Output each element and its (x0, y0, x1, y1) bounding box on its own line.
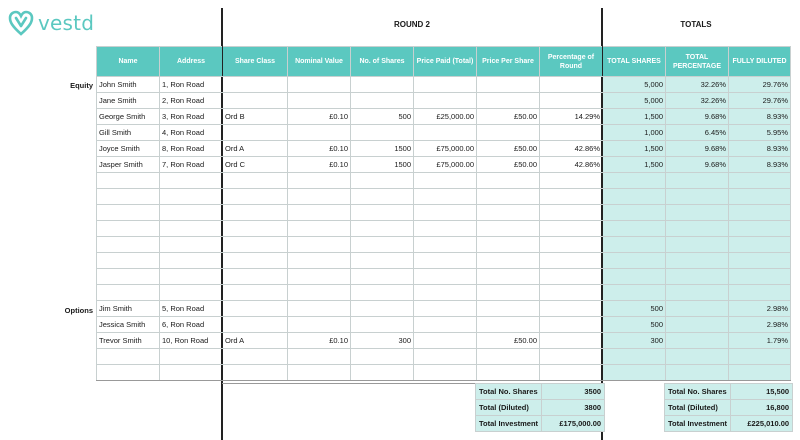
total-percentage-cell[interactable] (666, 365, 729, 381)
percentage-of-round-cell[interactable] (540, 269, 603, 285)
price-per-share-cell[interactable] (477, 189, 540, 205)
summary-value: 3800 (542, 400, 605, 416)
nominal-value-cell[interactable] (288, 285, 351, 301)
share-class-cell[interactable] (223, 205, 288, 221)
address-cell[interactable]: 1, Ron Road (160, 77, 223, 93)
price-paid-cell[interactable] (414, 77, 477, 93)
vestd-logo (8, 10, 94, 36)
cap-table (96, 46, 791, 381)
share-class-cell[interactable] (223, 125, 288, 141)
total-shares-cell[interactable] (603, 253, 666, 269)
total-percentage-cell[interactable] (666, 173, 729, 189)
nominal-value-cell[interactable] (288, 205, 351, 221)
fully-diluted-cell[interactable]: 8.93% (729, 157, 791, 173)
price-paid-cell[interactable] (414, 301, 477, 317)
table-row (97, 93, 791, 109)
percentage-of-round-cell[interactable] (540, 333, 603, 349)
empty-row (97, 269, 791, 285)
address-cell[interactable]: 4, Ron Road (160, 125, 223, 141)
total-shares-cell[interactable]: 1,000 (603, 125, 666, 141)
col-header-nominal-value[interactable]: Nominal Value (288, 47, 351, 77)
price-per-share-cell[interactable] (477, 125, 540, 141)
price-paid-cell[interactable] (414, 317, 477, 333)
total-percentage-cell[interactable]: 9.68% (666, 109, 729, 125)
price-per-share-cell[interactable] (477, 221, 540, 237)
nominal-value-cell[interactable] (288, 365, 351, 381)
name-cell[interactable]: John Smith (97, 77, 160, 93)
name-cell[interactable]: Gill Smith (97, 125, 160, 141)
nominal-value-cell[interactable]: £0.10 (288, 141, 351, 157)
share-class-cell[interactable] (223, 285, 288, 301)
fully-diluted-cell[interactable]: 2.98% (729, 317, 791, 333)
address-cell[interactable]: 10, Ron Road (160, 333, 223, 349)
percentage-of-round-cell[interactable] (540, 253, 603, 269)
price-per-share-cell[interactable] (477, 317, 540, 333)
total-shares-cell[interactable] (603, 205, 666, 221)
col-header-price-per-share[interactable]: Price Per Share (477, 47, 540, 77)
no-of-shares-cell[interactable]: 500 (351, 109, 414, 125)
price-per-share-cell[interactable]: £50.00 (477, 333, 540, 349)
no-of-shares-cell[interactable] (351, 237, 414, 253)
nominal-value-cell[interactable]: £0.10 (288, 109, 351, 125)
table-row (97, 125, 791, 141)
table-row (97, 141, 791, 157)
share-class-cell[interactable]: Ord B (223, 109, 288, 125)
percentage-of-round-cell[interactable] (540, 173, 603, 189)
price-paid-cell[interactable]: £75,000.00 (414, 157, 477, 173)
summary-row (665, 416, 793, 432)
price-paid-cell[interactable] (414, 237, 477, 253)
total-shares-cell[interactable] (603, 285, 666, 301)
share-class-cell[interactable] (223, 237, 288, 253)
total-percentage-cell[interactable] (666, 205, 729, 221)
address-cell[interactable]: 6, Ron Road (160, 317, 223, 333)
share-class-cell[interactable] (223, 253, 288, 269)
no-of-shares-cell[interactable] (351, 93, 414, 109)
table-row (97, 317, 791, 333)
no-of-shares-cell[interactable]: 1500 (351, 157, 414, 173)
col-header-share-class[interactable]: Share Class (223, 47, 288, 77)
total-percentage-cell[interactable] (666, 237, 729, 253)
price-paid-cell[interactable] (414, 269, 477, 285)
name-cell[interactable] (97, 285, 160, 301)
table-row (97, 157, 791, 173)
price-paid-cell[interactable] (414, 285, 477, 301)
price-paid-cell[interactable] (414, 221, 477, 237)
equity-section-label: Equity (70, 81, 93, 90)
percentage-of-round-cell[interactable] (540, 365, 603, 381)
total-shares-cell[interactable]: 500 (603, 301, 666, 317)
col-header-fully-diluted[interactable]: FULLY DILUTED (729, 47, 791, 77)
fully-diluted-cell[interactable] (729, 269, 791, 285)
price-paid-cell[interactable] (414, 173, 477, 189)
name-cell[interactable] (97, 253, 160, 269)
table-row (97, 77, 791, 93)
price-per-share-cell[interactable] (477, 253, 540, 269)
summary-value: £225,010.00 (731, 416, 793, 432)
total-percentage-cell[interactable] (666, 189, 729, 205)
address-cell[interactable]: 7, Ron Road (160, 157, 223, 173)
share-class-cell[interactable] (223, 173, 288, 189)
summary-label: Total No. Shares (665, 384, 731, 400)
total-percentage-cell[interactable] (666, 301, 729, 317)
total-shares-cell[interactable]: 1,500 (603, 141, 666, 157)
price-per-share-cell[interactable] (477, 237, 540, 253)
empty-row (97, 221, 791, 237)
fully-diluted-cell[interactable] (729, 365, 791, 381)
total-shares-cell[interactable]: 5,000 (603, 77, 666, 93)
total-shares-cell[interactable]: 1,500 (603, 109, 666, 125)
address-cell[interactable]: 2, Ron Road (160, 93, 223, 109)
empty-row (97, 237, 791, 253)
options-section-label: Options (64, 306, 93, 315)
percentage-of-round-cell[interactable] (540, 77, 603, 93)
total-shares-cell[interactable]: 500 (603, 317, 666, 333)
total-shares-cell[interactable] (603, 189, 666, 205)
total-percentage-cell[interactable]: 9.68% (666, 141, 729, 157)
summary-row (476, 384, 605, 400)
price-per-share-cell[interactable] (477, 93, 540, 109)
empty-row (97, 253, 791, 269)
nominal-value-cell[interactable] (288, 301, 351, 317)
total-percentage-cell[interactable]: 32.26% (666, 77, 729, 93)
share-class-cell[interactable] (223, 93, 288, 109)
fully-diluted-cell[interactable] (729, 253, 791, 269)
price-per-share-cell[interactable] (477, 269, 540, 285)
vestd-heart-icon (8, 10, 34, 36)
share-class-cell[interactable] (223, 269, 288, 285)
total-shares-cell[interactable] (603, 221, 666, 237)
share-class-cell[interactable]: Ord A (223, 141, 288, 157)
fully-diluted-cell[interactable] (729, 189, 791, 205)
price-per-share-cell[interactable] (477, 173, 540, 189)
price-paid-cell[interactable] (414, 205, 477, 221)
fully-diluted-cell[interactable]: 29.76% (729, 77, 791, 93)
summary-row (665, 400, 793, 416)
address-cell[interactable] (160, 349, 223, 365)
price-per-share-cell[interactable] (477, 301, 540, 317)
no-of-shares-cell[interactable] (351, 253, 414, 269)
total-shares-cell[interactable]: 1,500 (603, 157, 666, 173)
summary-value: 15,500 (731, 384, 793, 400)
percentage-of-round-cell[interactable] (540, 93, 603, 109)
no-of-shares-cell[interactable] (351, 125, 414, 141)
fully-diluted-cell[interactable] (729, 173, 791, 189)
price-per-share-cell[interactable] (477, 365, 540, 381)
totals-title: TOTALS (680, 20, 712, 29)
address-cell[interactable]: 5, Ron Road (160, 301, 223, 317)
col-header-name[interactable]: Name (97, 47, 160, 77)
cap-table-body (97, 77, 791, 381)
price-paid-cell[interactable]: £75,000.00 (414, 141, 477, 157)
name-cell[interactable]: Trevor Smith (97, 333, 160, 349)
nominal-value-cell[interactable] (288, 221, 351, 237)
percentage-of-round-cell[interactable]: 42.86% (540, 157, 603, 173)
col-header-price-paid-total[interactable]: Price Paid (Total) (414, 47, 477, 77)
no-of-shares-cell[interactable] (351, 189, 414, 205)
no-of-shares-cell[interactable] (351, 301, 414, 317)
total-percentage-cell[interactable] (666, 285, 729, 301)
percentage-of-round-cell[interactable] (540, 285, 603, 301)
fully-diluted-cell[interactable] (729, 349, 791, 365)
share-class-cell[interactable] (223, 349, 288, 365)
fully-diluted-cell[interactable] (729, 205, 791, 221)
no-of-shares-cell[interactable] (351, 77, 414, 93)
price-paid-cell[interactable] (414, 125, 477, 141)
nominal-value-cell[interactable] (288, 237, 351, 253)
nominal-value-cell[interactable] (288, 317, 351, 333)
no-of-shares-cell[interactable] (351, 365, 414, 381)
summary-label: Total Investment (476, 416, 542, 432)
total-shares-cell[interactable]: 5,000 (603, 93, 666, 109)
total-percentage-cell[interactable] (666, 253, 729, 269)
no-of-shares-cell[interactable] (351, 173, 414, 189)
name-cell[interactable]: Joyce Smith (97, 141, 160, 157)
round-summary (475, 383, 605, 432)
percentage-of-round-cell[interactable] (540, 205, 603, 221)
address-cell[interactable] (160, 237, 223, 253)
fully-diluted-cell[interactable] (729, 237, 791, 253)
no-of-shares-cell[interactable]: 300 (351, 333, 414, 349)
name-cell[interactable] (97, 269, 160, 285)
total-percentage-cell[interactable]: 9.68% (666, 157, 729, 173)
total-percentage-cell[interactable] (666, 349, 729, 365)
address-cell[interactable] (160, 189, 223, 205)
total-percentage-cell[interactable]: 6.45% (666, 125, 729, 141)
share-class-cell[interactable]: Ord A (223, 333, 288, 349)
totals-summary (664, 383, 793, 432)
nominal-value-cell[interactable]: £0.10 (288, 333, 351, 349)
no-of-shares-cell[interactable] (351, 205, 414, 221)
price-per-share-cell[interactable]: £50.00 (477, 157, 540, 173)
col-header-total-percentage[interactable]: TOTAL PERCENTAGE (666, 47, 729, 77)
fully-diluted-cell[interactable]: 8.93% (729, 109, 791, 125)
total-percentage-cell[interactable] (666, 221, 729, 237)
total-shares-cell[interactable] (603, 237, 666, 253)
nominal-value-cell[interactable] (288, 125, 351, 141)
address-cell[interactable] (160, 253, 223, 269)
name-cell[interactable]: Jim Smith (97, 301, 160, 317)
address-cell[interactable] (160, 205, 223, 221)
round-title: ROUND 2 (393, 20, 430, 29)
address-cell[interactable]: 3, Ron Road (160, 109, 223, 125)
nominal-value-cell[interactable] (288, 349, 351, 365)
price-per-share-cell[interactable] (477, 205, 540, 221)
nominal-value-cell[interactable]: £0.10 (288, 157, 351, 173)
col-header-address[interactable]: Address (160, 47, 223, 77)
total-percentage-cell[interactable] (666, 269, 729, 285)
summary-value: 3500 (542, 384, 605, 400)
nominal-value-cell[interactable] (288, 189, 351, 205)
nominal-value-cell[interactable] (288, 77, 351, 93)
summary-label: Total Investment (665, 416, 731, 432)
nominal-value-cell[interactable] (288, 253, 351, 269)
no-of-shares-cell[interactable] (351, 317, 414, 333)
percentage-of-round-cell[interactable] (540, 189, 603, 205)
name-cell[interactable] (97, 189, 160, 205)
address-cell[interactable]: 8, Ron Road (160, 141, 223, 157)
fully-diluted-cell[interactable]: 1.79% (729, 333, 791, 349)
empty-row (97, 205, 791, 221)
name-cell[interactable]: Jasper Smith (97, 157, 160, 173)
fully-diluted-cell[interactable] (729, 221, 791, 237)
no-of-shares-cell[interactable] (351, 269, 414, 285)
summary-label: Total No. Shares (476, 384, 542, 400)
total-shares-cell[interactable] (603, 173, 666, 189)
price-paid-cell[interactable]: £25,000.00 (414, 109, 477, 125)
table-row (97, 301, 791, 317)
share-class-cell[interactable] (223, 301, 288, 317)
price-paid-cell[interactable] (414, 189, 477, 205)
percentage-of-round-cell[interactable] (540, 349, 603, 365)
col-header-total-shares[interactable]: TOTAL SHARES (603, 47, 666, 77)
name-cell[interactable] (97, 365, 160, 381)
fully-diluted-cell[interactable]: 29.76% (729, 93, 791, 109)
total-shares-cell[interactable] (603, 269, 666, 285)
share-class-cell[interactable] (223, 77, 288, 93)
fully-diluted-cell[interactable]: 5.95% (729, 125, 791, 141)
total-shares-cell[interactable]: 300 (603, 333, 666, 349)
summary-label: Total (Diluted) (665, 400, 731, 416)
no-of-shares-cell[interactable]: 1500 (351, 141, 414, 157)
summary-row (665, 384, 793, 400)
name-cell[interactable] (97, 173, 160, 189)
col-header-percentage-of-round[interactable]: Percentage of Round (540, 47, 603, 77)
brand-name: vestd (38, 11, 95, 35)
percentage-of-round-cell[interactable] (540, 317, 603, 333)
table-row (97, 333, 791, 349)
total-percentage-cell[interactable] (666, 333, 729, 349)
percentage-of-round-cell[interactable]: 42.86% (540, 141, 603, 157)
summary-value: 16,800 (731, 400, 793, 416)
name-cell[interactable]: Jessica Smith (97, 317, 160, 333)
name-cell[interactable] (97, 221, 160, 237)
nominal-value-cell[interactable] (288, 269, 351, 285)
percentage-of-round-cell[interactable] (540, 125, 603, 141)
address-cell[interactable] (160, 365, 223, 381)
share-class-cell[interactable] (223, 189, 288, 205)
name-cell[interactable] (97, 205, 160, 221)
percentage-of-round-cell[interactable] (540, 237, 603, 253)
address-cell[interactable] (160, 285, 223, 301)
empty-row (97, 349, 791, 365)
share-class-cell[interactable] (223, 317, 288, 333)
total-shares-cell[interactable] (603, 349, 666, 365)
empty-row (97, 365, 791, 381)
price-per-share-cell[interactable]: £50.00 (477, 141, 540, 157)
no-of-shares-cell[interactable] (351, 221, 414, 237)
address-cell[interactable] (160, 269, 223, 285)
price-per-share-cell[interactable] (477, 77, 540, 93)
no-of-shares-cell[interactable] (351, 349, 414, 365)
no-of-shares-cell[interactable] (351, 285, 414, 301)
price-paid-cell[interactable] (414, 253, 477, 269)
header-row (97, 47, 791, 77)
percentage-of-round-cell[interactable] (540, 221, 603, 237)
col-header-no-of-shares[interactable]: No. of Shares (351, 47, 414, 77)
summary-value: £175,000.00 (542, 416, 605, 432)
price-paid-cell[interactable] (414, 365, 477, 381)
price-paid-cell[interactable] (414, 93, 477, 109)
name-cell[interactable]: George Smith (97, 109, 160, 125)
share-class-cell[interactable]: Ord C (223, 157, 288, 173)
share-class-cell[interactable] (223, 365, 288, 381)
nominal-value-cell[interactable] (288, 93, 351, 109)
summary-label: Total (Diluted) (476, 400, 542, 416)
address-cell[interactable] (160, 173, 223, 189)
empty-row (97, 189, 791, 205)
price-paid-cell[interactable] (414, 349, 477, 365)
fully-diluted-cell[interactable]: 2.98% (729, 301, 791, 317)
price-per-share-cell[interactable] (477, 285, 540, 301)
share-class-cell[interactable] (223, 221, 288, 237)
price-per-share-cell[interactable] (477, 349, 540, 365)
address-cell[interactable] (160, 221, 223, 237)
total-percentage-cell[interactable]: 32.26% (666, 93, 729, 109)
nominal-value-cell[interactable] (288, 173, 351, 189)
fully-diluted-cell[interactable]: 8.93% (729, 141, 791, 157)
table-row (97, 109, 791, 125)
price-per-share-cell[interactable]: £50.00 (477, 109, 540, 125)
total-shares-cell[interactable] (603, 365, 666, 381)
summary-row (476, 416, 605, 432)
percentage-of-round-cell[interactable]: 14.29% (540, 109, 603, 125)
total-percentage-cell[interactable] (666, 317, 729, 333)
percentage-of-round-cell[interactable] (540, 301, 603, 317)
name-cell[interactable] (97, 237, 160, 253)
fully-diluted-cell[interactable] (729, 285, 791, 301)
name-cell[interactable]: Jane Smith (97, 93, 160, 109)
empty-row (97, 285, 791, 301)
price-paid-cell[interactable] (414, 333, 477, 349)
name-cell[interactable] (97, 349, 160, 365)
summary-row (476, 400, 605, 416)
empty-row (97, 173, 791, 189)
